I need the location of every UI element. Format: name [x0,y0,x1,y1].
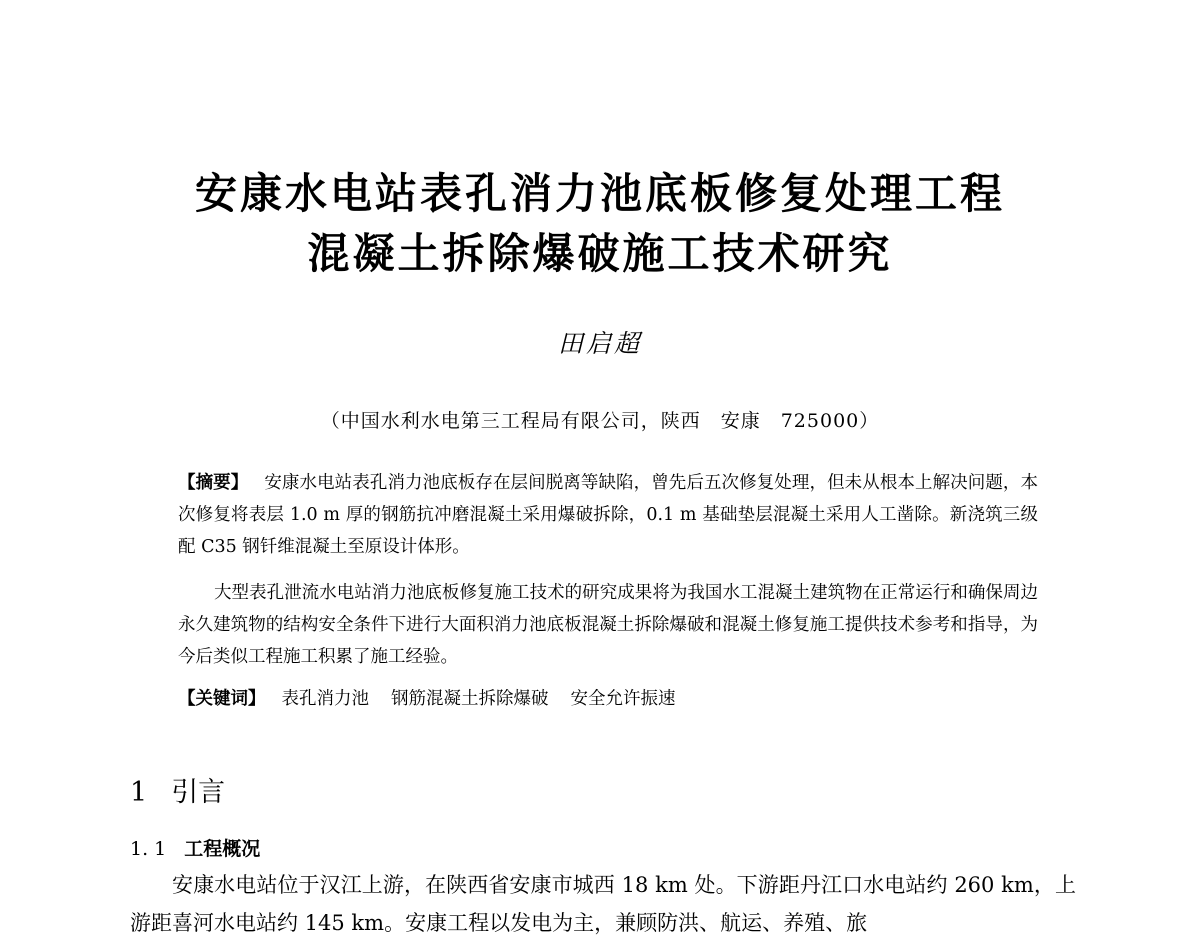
abstract-text-1: 安康水电站表孔消力池底板存在层间脱离等缺陷，曾先后五次修复处理，但未从根本上解决问题，本次修复将表层 1.0 m 厚的钢筋抗冲磨混凝土采用爆破拆除，0.1 m 基础垫层混凝土采用人工凿除。新浇筑三级配 C35 钢钎维混凝土至原设计体形。 [178,473,1038,557]
keywords [178,683,1038,715]
subsection-number: 1. 1 [130,838,167,860]
paper-title-line-2: 混凝土拆除爆破施工技术研究 [307,229,893,278]
section-title: 引言 [171,777,226,808]
author-affiliation: （中国水利水电第三工程局有限公司，陕西 安康 725000） [320,410,880,432]
keyword-item: 安全允许振速 [570,689,676,709]
paper-title-line-1: 安康水电站表孔消力池底板修复处理工程 [194,169,1005,218]
keyword-item: 表孔消力池 [281,689,369,709]
subsection-heading-1-1 [130,834,260,861]
keyword-item: 钢筋混凝土拆除爆破 [391,689,549,709]
author-name: 田启超 [557,329,642,358]
abstract-paragraph-1 [178,467,1038,563]
section-number: 1 [130,777,148,808]
section-heading-1 [130,770,225,809]
keywords-label: 【关键词】 [178,689,266,709]
body-paragraph: 安康水电站位于汉江上游，在陕西省安康市城西 18 km 处。下游距丹江口水电站约 260 km，上游距喜河水电站约 145 km。安康工程以发电为主，兼顾防洪、航运、养殖、旅 [130,873,1076,935]
abstract-label: 【摘要】 [178,473,249,493]
subsection-title: 工程概况 [184,838,261,860]
abstract-paragraph-2: 大型表孔泄流水电站消力池底板修复施工技术的研究成果将为我国水工混凝土建筑物在正常运行和确保周边永久建筑物的结构安全条件下进行大面积消力池底板混凝土拆除爆破和混凝土修复施工提供技术参考和指导，为今后类似工程施工积累了施工经验。 [178,583,1038,667]
